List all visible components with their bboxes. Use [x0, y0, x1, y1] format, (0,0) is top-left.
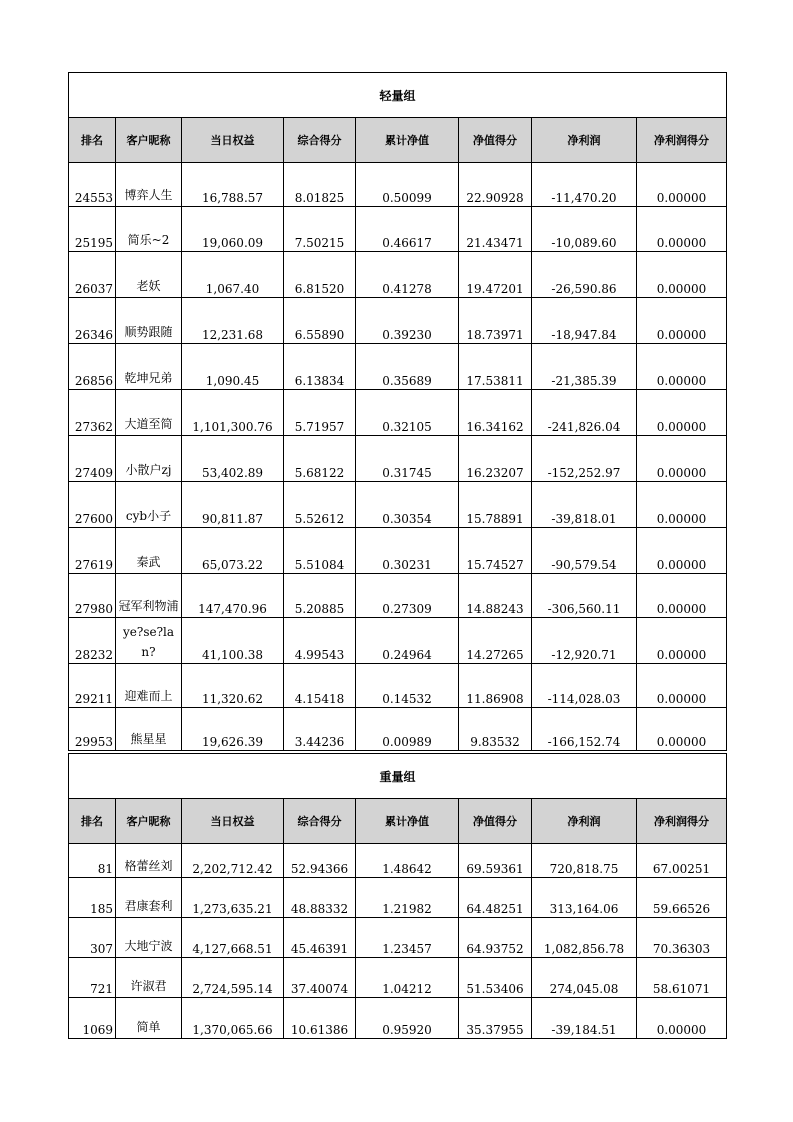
table-cell: 26037 [69, 252, 116, 298]
table-cell: 0.50099 [356, 163, 459, 207]
table-cell: 51.53406 [459, 958, 532, 998]
table-cell: 0.00000 [637, 436, 727, 482]
table-cell: 小散户zj [116, 436, 182, 482]
table-cell: 17.53811 [459, 344, 532, 390]
table-cell: 0.00000 [637, 207, 727, 252]
table-cell: 4,127,668.51 [182, 918, 284, 958]
table-cell: 41,100.38 [182, 618, 284, 664]
table-cell: 许淑君 [116, 958, 182, 998]
table-cell: 0.95920 [356, 998, 459, 1039]
table-cell: 0.30231 [356, 528, 459, 574]
table-cell: 0.00000 [637, 618, 727, 664]
heavy-group-title: 重量组 [69, 754, 727, 799]
table-cell: 19.47201 [459, 252, 532, 298]
table-cell: 19,060.09 [182, 207, 284, 252]
table-cell: 721 [69, 958, 116, 998]
column-header: 累计净值 [356, 118, 459, 163]
table-cell: 0.39230 [356, 298, 459, 344]
table-cell: 37.40074 [284, 958, 356, 998]
column-header: 累计净值 [356, 799, 459, 844]
table-cell: 29211 [69, 664, 116, 708]
table-cell: 48.88332 [284, 878, 356, 918]
table-cell: 16.34162 [459, 390, 532, 436]
table-cell: 16,788.57 [182, 163, 284, 207]
table-cell: 博弈人生 [116, 163, 182, 207]
table-cell: 0.24964 [356, 618, 459, 664]
column-header: 净利润得分 [637, 799, 727, 844]
table-cell: 720,818.75 [532, 844, 637, 878]
table-cell: 0.00989 [356, 708, 459, 751]
table-cell: 274,045.08 [532, 958, 637, 998]
table-cell: -39,818.01 [532, 482, 637, 528]
table-cell: ye?se?lan? [116, 618, 182, 664]
table-cell: 53,402.89 [182, 436, 284, 482]
table-cell: 1.48642 [356, 844, 459, 878]
table-cell: 顺势跟随 [116, 298, 182, 344]
table-cell: 26346 [69, 298, 116, 344]
table-cell: -152,252.97 [532, 436, 637, 482]
table-cell: -306,560.11 [532, 574, 637, 618]
table-cell: 格蕾丝刘 [116, 844, 182, 878]
table-cell: 0.27309 [356, 574, 459, 618]
table-cell: 1.21982 [356, 878, 459, 918]
table-cell: 24553 [69, 163, 116, 207]
table-cell: 16.23207 [459, 436, 532, 482]
table-row [69, 482, 727, 528]
table-cell: -18,947.84 [532, 298, 637, 344]
table-cell: 老妖 [116, 252, 182, 298]
table-cell: 21.43471 [459, 207, 532, 252]
table-cell: 0.00000 [637, 664, 727, 708]
table-cell: 0.30354 [356, 482, 459, 528]
table-cell: 1,273,635.21 [182, 878, 284, 918]
table-cell: 9.83532 [459, 708, 532, 751]
table-cell: 君康套利 [116, 878, 182, 918]
table-cell: 0.00000 [637, 482, 727, 528]
table-cell: 26856 [69, 344, 116, 390]
column-header: 当日权益 [182, 118, 284, 163]
table-cell: 1,090.45 [182, 344, 284, 390]
table-cell: 307 [69, 918, 116, 958]
table-cell: 0.14532 [356, 664, 459, 708]
column-header: 净值得分 [459, 799, 532, 844]
table-header-row [69, 118, 727, 163]
table-cell: -11,470.20 [532, 163, 637, 207]
table-row [69, 844, 727, 878]
table-cell: 0.00000 [637, 163, 727, 207]
table-cell: 0.00000 [637, 298, 727, 344]
table-header-row [69, 799, 727, 844]
table-cell: 147,470.96 [182, 574, 284, 618]
table-cell: 12,231.68 [182, 298, 284, 344]
table-cell: 0.00000 [637, 252, 727, 298]
table-cell: -12,920.71 [532, 618, 637, 664]
table-cell: -114,028.03 [532, 664, 637, 708]
table-row [69, 344, 727, 390]
column-header: 客户昵称 [116, 118, 182, 163]
table-cell: 81 [69, 844, 116, 878]
table-row [69, 252, 727, 298]
table-cell: 10.61386 [284, 998, 356, 1039]
table-cell: 1.23457 [356, 918, 459, 958]
table-cell: 0.41278 [356, 252, 459, 298]
table-cell: 4.99543 [284, 618, 356, 664]
table-row [69, 574, 727, 618]
table-cell: 25195 [69, 207, 116, 252]
table-cell: 0.00000 [637, 344, 727, 390]
table-row [69, 436, 727, 482]
table-cell: 69.59361 [459, 844, 532, 878]
table-cell: 58.61071 [637, 958, 727, 998]
table-cell: 27619 [69, 528, 116, 574]
table-row [69, 878, 727, 918]
table-row [69, 390, 727, 436]
table-cell: 1069 [69, 998, 116, 1039]
table-cell: 1.04212 [356, 958, 459, 998]
table-cell: 5.51084 [284, 528, 356, 574]
table-cell: 27409 [69, 436, 116, 482]
table-cell: 6.81520 [284, 252, 356, 298]
table-cell: 27600 [69, 482, 116, 528]
table-cell: 2,202,712.42 [182, 844, 284, 878]
table-cell: 熊星星 [116, 708, 182, 751]
table-cell: 15.78891 [459, 482, 532, 528]
table-cell: -39,184.51 [532, 998, 637, 1039]
table-cell: 59.66526 [637, 878, 727, 918]
table-cell: 27980 [69, 574, 116, 618]
table-row [69, 207, 727, 252]
column-header: 客户昵称 [116, 799, 182, 844]
table-cell: -166,152.74 [532, 708, 637, 751]
table-cell: -90,579.54 [532, 528, 637, 574]
table-cell: 大地宁波 [116, 918, 182, 958]
table-cell: 3.44236 [284, 708, 356, 751]
table-cell: 14.27265 [459, 618, 532, 664]
table-cell: 70.36303 [637, 918, 727, 958]
table-cell: 迎难而上 [116, 664, 182, 708]
light-group-title: 轻量组 [69, 73, 727, 118]
column-header: 净值得分 [459, 118, 532, 163]
column-header: 排名 [69, 118, 116, 163]
table-row [69, 618, 727, 664]
table-cell: 0.32105 [356, 390, 459, 436]
light-group-table [68, 72, 727, 751]
table-cell: 15.74527 [459, 528, 532, 574]
column-header: 当日权益 [182, 799, 284, 844]
table-cell: 65,073.22 [182, 528, 284, 574]
table-row [69, 708, 727, 751]
table-cell: 185 [69, 878, 116, 918]
table-cell: 0.00000 [637, 528, 727, 574]
table-cell: 0.35689 [356, 344, 459, 390]
table-cell: -241,826.04 [532, 390, 637, 436]
table-cell: 0.46617 [356, 207, 459, 252]
table-cell: 19,626.39 [182, 708, 284, 751]
table-cell: 冠军利物浦 [116, 574, 182, 618]
table-cell: 14.88243 [459, 574, 532, 618]
table-cell: 简乐~2 [116, 207, 182, 252]
table-cell: 6.13834 [284, 344, 356, 390]
table-row [69, 958, 727, 998]
table-cell: 5.71957 [284, 390, 356, 436]
table-cell: 29953 [69, 708, 116, 751]
table-cell: 64.48251 [459, 878, 532, 918]
table-cell: 1,082,856.78 [532, 918, 637, 958]
table-cell: 28232 [69, 618, 116, 664]
table-cell: 7.50215 [284, 207, 356, 252]
table-cell: -10,089.60 [532, 207, 637, 252]
table-cell: 5.20885 [284, 574, 356, 618]
table-cell: 35.37955 [459, 998, 532, 1039]
table-row [69, 163, 727, 207]
table-cell: 27362 [69, 390, 116, 436]
column-header: 综合得分 [284, 799, 356, 844]
table-row [69, 664, 727, 708]
table-cell: 简单 [116, 998, 182, 1039]
table-cell: 5.68122 [284, 436, 356, 482]
table-row [69, 528, 727, 574]
table-row [69, 298, 727, 344]
table-cell: 45.46391 [284, 918, 356, 958]
table-cell: 8.01825 [284, 163, 356, 207]
table-cell: -26,590.86 [532, 252, 637, 298]
table-cell: 0.31745 [356, 436, 459, 482]
table-cell: 大道至简 [116, 390, 182, 436]
table-cell: 4.15418 [284, 664, 356, 708]
column-header: 净利润 [532, 118, 637, 163]
column-header: 排名 [69, 799, 116, 844]
table-cell: 18.73971 [459, 298, 532, 344]
column-header: 综合得分 [284, 118, 356, 163]
table-cell: 67.00251 [637, 844, 727, 878]
table-cell: -21,385.39 [532, 344, 637, 390]
table-cell: 6.55890 [284, 298, 356, 344]
table-cell: 64.93752 [459, 918, 532, 958]
table-cell: 0.00000 [637, 390, 727, 436]
table-cell: 1,067.40 [182, 252, 284, 298]
table-cell: cyb小子 [116, 482, 182, 528]
table-cell: 22.90928 [459, 163, 532, 207]
column-header: 净利润得分 [637, 118, 727, 163]
table-cell: 313,164.06 [532, 878, 637, 918]
table-cell: 1,370,065.66 [182, 998, 284, 1039]
table-cell: 0.00000 [637, 998, 727, 1039]
column-header: 净利润 [532, 799, 637, 844]
table-cell: 11.86908 [459, 664, 532, 708]
table-cell: 0.00000 [637, 574, 727, 618]
table-cell: 1,101,300.76 [182, 390, 284, 436]
table-row [69, 998, 727, 1039]
table-cell: 乾坤兄弟 [116, 344, 182, 390]
table-cell: 秦武 [116, 528, 182, 574]
table-cell: 0.00000 [637, 708, 727, 751]
heavy-group-table [68, 753, 727, 1039]
table-row [69, 918, 727, 958]
table-cell: 2,724,595.14 [182, 958, 284, 998]
table-cell: 11,320.62 [182, 664, 284, 708]
table-cell: 90,811.87 [182, 482, 284, 528]
table-cell: 52.94366 [284, 844, 356, 878]
table-cell: 5.52612 [284, 482, 356, 528]
